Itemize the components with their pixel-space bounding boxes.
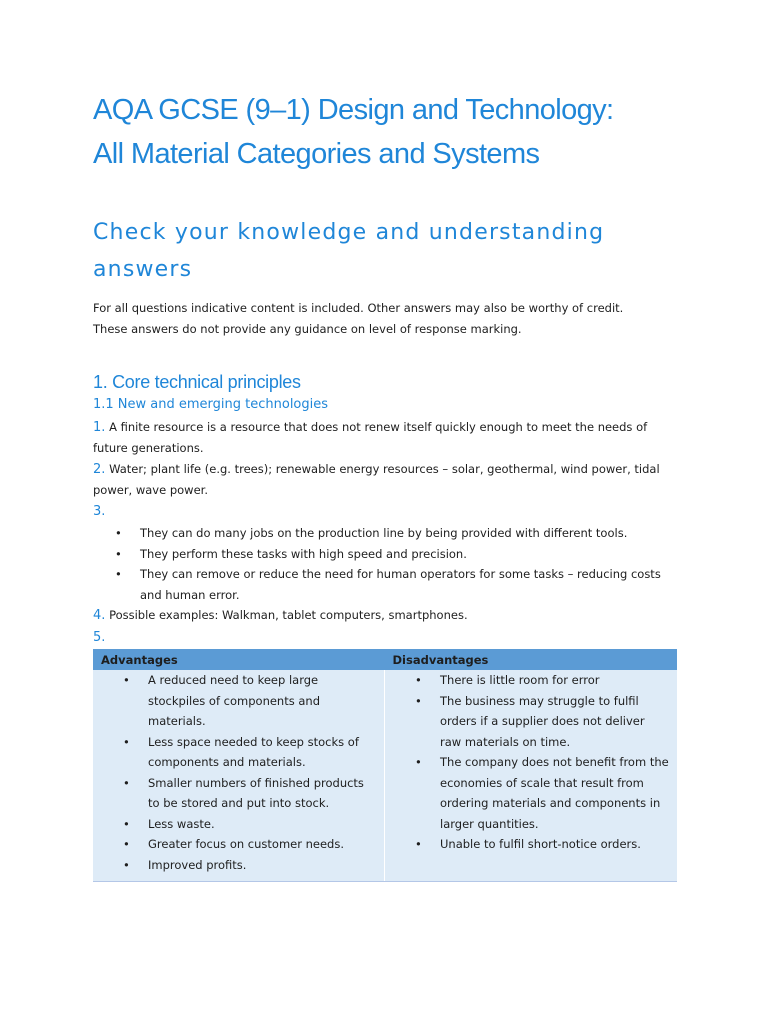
question-4-text: Possible examples: Walkman, tablet computers, smartphones.: [109, 608, 468, 622]
question-2-number: 2.: [93, 462, 106, 477]
list-item: • Less space needed to keep stocks of components and materials.: [123, 732, 376, 773]
question-1-text: A finite resource is a resource that does not renew itself quickly enough to meet the needs of future generations.: [93, 420, 648, 455]
question-3-bullet-list: [115, 523, 681, 605]
question-5-number: 5.: [93, 630, 106, 645]
list-item: • The company does not benefit from the economies of scale that result from ordering materials and components in larger quantities.: [415, 752, 669, 834]
question-2-answer: [93, 459, 677, 501]
advantages-disadvantages-table: [93, 649, 677, 882]
title-line-2: All Material Categories and Systems: [93, 138, 540, 170]
list-item: • Smaller numbers of finished products to be stored and put into stock.: [123, 773, 376, 814]
table-header-row: [93, 649, 677, 670]
document-subtitle: [93, 214, 673, 288]
intro-paragraph: [93, 298, 677, 340]
table-row: [93, 670, 677, 882]
question-5-number-line: [93, 627, 677, 648]
question-3-number-line: [93, 501, 677, 522]
question-3-number: 3.: [93, 504, 106, 519]
advantages-cell: [93, 670, 385, 882]
advantages-list: [101, 670, 376, 875]
intro-line-2: These answers do not provide any guidance on level of response marking.: [93, 322, 522, 336]
question-2-text: Water; plant life (e.g. trees); renewable energy resources – solar, geothermal, wind power, tidal power, wave power.: [93, 462, 660, 497]
advantages-header: Advantages: [93, 649, 385, 670]
question-1-number: 1.: [93, 420, 106, 435]
section-heading: 1. Core technical principles: [93, 372, 301, 392]
disadvantages-list: [393, 670, 669, 855]
subtitle-line-1: Check your knowledge and understanding: [93, 220, 605, 245]
list-item: • They can remove or reduce the need for human operators for some tasks – reducing costs and human error.: [115, 564, 681, 605]
document-title: [93, 88, 693, 176]
list-item: • Unable to fulfil short-notice orders.: [415, 834, 669, 855]
list-item: • Greater focus on customer needs.: [123, 834, 376, 855]
list-item: • They perform these tasks with high speed and precision.: [115, 544, 681, 565]
question-1-answer: [93, 417, 677, 459]
list-item: • There is little room for error: [415, 670, 669, 691]
list-item: • Improved profits.: [123, 855, 376, 876]
intro-line-1: For all questions indicative content is included. Other answers may also be worthy of credit.: [93, 301, 624, 315]
disadvantages-cell: [385, 670, 678, 882]
list-item: • Less waste.: [123, 814, 376, 835]
question-4-number: 4.: [93, 608, 106, 623]
list-item: • They can do many jobs on the production line by being provided with different tools.: [115, 523, 681, 544]
list-item: • The business may struggle to fulfil orders if a supplier does not deliver raw materials on time.: [415, 691, 669, 753]
list-item: • A reduced need to keep large stockpiles of components and materials.: [123, 670, 376, 732]
subsection-heading: 1.1 New and emerging technologies: [93, 397, 329, 412]
disadvantages-header: Disadvantages: [385, 649, 678, 670]
question-4-answer: [93, 605, 677, 626]
subtitle-line-2: answers: [93, 257, 193, 282]
title-line-1: AQA GCSE (9–1) Design and Technology:: [93, 94, 614, 126]
